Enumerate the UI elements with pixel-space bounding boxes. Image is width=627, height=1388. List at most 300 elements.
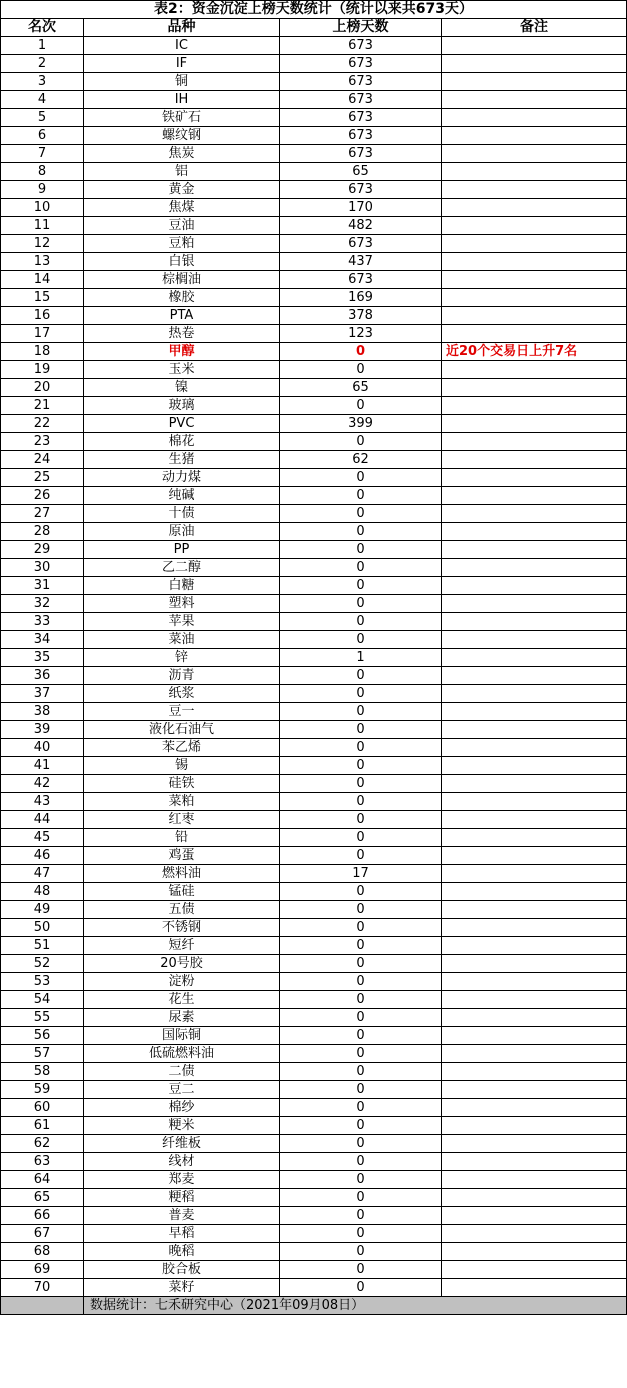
days-cell: 0 — [280, 343, 442, 361]
variety-cell: 苯乙烯 — [84, 739, 280, 757]
note-cell — [442, 415, 627, 433]
table-row — [1, 847, 627, 865]
note-cell — [442, 1189, 627, 1207]
variety-cell: 不锈钢 — [84, 919, 280, 937]
table-row — [1, 73, 627, 91]
days-cell: 0 — [280, 361, 442, 379]
days-cell: 0 — [280, 613, 442, 631]
rank-cell: 29 — [1, 541, 84, 559]
table-row — [1, 541, 627, 559]
variety-cell: 菜油 — [84, 631, 280, 649]
table-row — [1, 1135, 627, 1153]
rank-cell: 51 — [1, 937, 84, 955]
header-row — [1, 19, 627, 37]
variety-cell: 玉米 — [84, 361, 280, 379]
note-cell — [442, 307, 627, 325]
variety-cell: 淀粉 — [84, 973, 280, 991]
note-cell: 近20个交易日上升7名 — [442, 343, 627, 361]
variety-cell: PVC — [84, 415, 280, 433]
table-row — [1, 379, 627, 397]
table-row — [1, 703, 627, 721]
variety-cell: 黄金 — [84, 181, 280, 199]
note-cell — [442, 523, 627, 541]
variety-cell: IH — [84, 91, 280, 109]
variety-cell: 镍 — [84, 379, 280, 397]
note-cell — [442, 361, 627, 379]
note-cell — [442, 1063, 627, 1081]
note-cell — [442, 811, 627, 829]
rank-cell: 68 — [1, 1243, 84, 1261]
days-cell: 0 — [280, 1171, 442, 1189]
variety-cell: 菜粕 — [84, 793, 280, 811]
table-row — [1, 217, 627, 235]
variety-cell: 五债 — [84, 901, 280, 919]
rank-cell: 32 — [1, 595, 84, 613]
table-row — [1, 1099, 627, 1117]
table-body — [1, 37, 627, 1297]
days-cell: 482 — [280, 217, 442, 235]
table-row — [1, 433, 627, 451]
rank-cell: 11 — [1, 217, 84, 235]
note-cell — [442, 1099, 627, 1117]
variety-cell: 热卷 — [84, 325, 280, 343]
rank-cell: 17 — [1, 325, 84, 343]
rank-cell: 26 — [1, 487, 84, 505]
variety-cell: 棕榈油 — [84, 271, 280, 289]
note-cell — [442, 937, 627, 955]
note-cell — [442, 739, 627, 757]
note-cell — [442, 595, 627, 613]
table-row — [1, 109, 627, 127]
note-cell — [442, 649, 627, 667]
table-row — [1, 757, 627, 775]
variety-cell: 胶合板 — [84, 1261, 280, 1279]
days-cell: 169 — [280, 289, 442, 307]
note-cell — [442, 757, 627, 775]
table-row — [1, 523, 627, 541]
table-row — [1, 1225, 627, 1243]
rank-cell: 39 — [1, 721, 84, 739]
rank-cell: 22 — [1, 415, 84, 433]
rank-cell: 70 — [1, 1279, 84, 1297]
rank-cell: 27 — [1, 505, 84, 523]
note-cell — [442, 199, 627, 217]
table-row — [1, 1153, 627, 1171]
table-row — [1, 1189, 627, 1207]
variety-cell: 甲醇 — [84, 343, 280, 361]
days-cell: 0 — [280, 487, 442, 505]
rank-cell: 18 — [1, 343, 84, 361]
days-cell: 0 — [280, 991, 442, 1009]
days-cell: 0 — [280, 1027, 442, 1045]
table-row — [1, 901, 627, 919]
note-cell — [442, 883, 627, 901]
note-cell — [442, 181, 627, 199]
table-row — [1, 325, 627, 343]
rank-cell: 8 — [1, 163, 84, 181]
days-cell: 0 — [280, 829, 442, 847]
variety-cell: 生猪 — [84, 451, 280, 469]
days-cell: 673 — [280, 109, 442, 127]
variety-cell: 锌 — [84, 649, 280, 667]
variety-cell: 国际铜 — [84, 1027, 280, 1045]
days-cell: 0 — [280, 1009, 442, 1027]
rank-cell: 34 — [1, 631, 84, 649]
variety-cell: IC — [84, 37, 280, 55]
note-cell — [442, 973, 627, 991]
table-row — [1, 973, 627, 991]
table-row — [1, 775, 627, 793]
note-cell — [442, 685, 627, 703]
rank-cell: 44 — [1, 811, 84, 829]
header-note: 备注 — [442, 19, 627, 37]
table-row — [1, 127, 627, 145]
rank-cell: 7 — [1, 145, 84, 163]
note-cell — [442, 1045, 627, 1063]
days-cell: 0 — [280, 505, 442, 523]
variety-cell: 锡 — [84, 757, 280, 775]
rank-cell: 1 — [1, 37, 84, 55]
note-cell — [442, 397, 627, 415]
days-cell: 0 — [280, 937, 442, 955]
table-row — [1, 199, 627, 217]
days-cell: 673 — [280, 235, 442, 253]
note-cell — [442, 1243, 627, 1261]
rank-cell: 63 — [1, 1153, 84, 1171]
days-cell: 0 — [280, 1153, 442, 1171]
rank-cell: 15 — [1, 289, 84, 307]
variety-cell: 焦炭 — [84, 145, 280, 163]
rank-cell: 31 — [1, 577, 84, 595]
rank-cell: 14 — [1, 271, 84, 289]
variety-cell: 乙二醇 — [84, 559, 280, 577]
days-cell: 0 — [280, 541, 442, 559]
rank-cell: 3 — [1, 73, 84, 91]
table-row — [1, 289, 627, 307]
variety-cell: 菜籽 — [84, 1279, 280, 1297]
variety-cell: 豆粕 — [84, 235, 280, 253]
table-row — [1, 1009, 627, 1027]
days-cell: 65 — [280, 163, 442, 181]
note-cell — [442, 1027, 627, 1045]
note-cell — [442, 451, 627, 469]
variety-cell: 螺纹钢 — [84, 127, 280, 145]
table-row — [1, 307, 627, 325]
variety-cell: 燃料油 — [84, 865, 280, 883]
note-cell — [442, 559, 627, 577]
table-row — [1, 163, 627, 181]
title-row — [1, 1, 627, 19]
days-cell: 378 — [280, 307, 442, 325]
variety-cell: 早稻 — [84, 1225, 280, 1243]
rank-cell: 13 — [1, 253, 84, 271]
data-source-note: 数据统计：七禾研究中心（2021年09月08日） — [84, 1297, 627, 1315]
note-cell — [442, 1081, 627, 1099]
days-cell: 673 — [280, 127, 442, 145]
note-cell — [442, 775, 627, 793]
days-cell: 0 — [280, 919, 442, 937]
variety-cell: 普麦 — [84, 1207, 280, 1225]
note-cell — [442, 541, 627, 559]
note-cell — [442, 1225, 627, 1243]
variety-cell: 白银 — [84, 253, 280, 271]
table-row — [1, 1243, 627, 1261]
rank-cell: 53 — [1, 973, 84, 991]
days-cell: 0 — [280, 1081, 442, 1099]
table-row — [1, 235, 627, 253]
days-cell: 673 — [280, 271, 442, 289]
rank-cell: 35 — [1, 649, 84, 667]
days-cell: 673 — [280, 181, 442, 199]
variety-cell: 硅铁 — [84, 775, 280, 793]
note-cell — [442, 613, 627, 631]
table-row — [1, 451, 627, 469]
days-cell: 0 — [280, 721, 442, 739]
rank-cell: 19 — [1, 361, 84, 379]
table-title: 表2：资金沉淀上榜天数统计（统计以来共673天） — [1, 1, 627, 19]
table-row — [1, 955, 627, 973]
table-row — [1, 811, 627, 829]
note-cell — [442, 505, 627, 523]
note-cell — [442, 1009, 627, 1027]
variety-cell: 纸浆 — [84, 685, 280, 703]
rank-cell: 21 — [1, 397, 84, 415]
table-row — [1, 397, 627, 415]
variety-cell: 铅 — [84, 829, 280, 847]
rank-cell: 41 — [1, 757, 84, 775]
table-row — [1, 739, 627, 757]
table-row — [1, 1171, 627, 1189]
rank-cell: 55 — [1, 1009, 84, 1027]
variety-cell: 动力煤 — [84, 469, 280, 487]
rank-cell: 49 — [1, 901, 84, 919]
table-row — [1, 361, 627, 379]
table-row — [1, 577, 627, 595]
note-cell — [442, 127, 627, 145]
note-cell — [442, 1117, 627, 1135]
days-cell: 62 — [280, 451, 442, 469]
table-row — [1, 253, 627, 271]
days-cell: 673 — [280, 73, 442, 91]
note-cell — [442, 433, 627, 451]
note-cell — [442, 703, 627, 721]
rank-cell: 58 — [1, 1063, 84, 1081]
rank-cell: 59 — [1, 1081, 84, 1099]
table-row — [1, 721, 627, 739]
note-cell — [442, 37, 627, 55]
days-cell: 0 — [280, 793, 442, 811]
days-cell: 0 — [280, 811, 442, 829]
table-row — [1, 343, 627, 361]
header-rank: 名次 — [1, 19, 84, 37]
table-row — [1, 469, 627, 487]
note-cell — [442, 1207, 627, 1225]
variety-cell: 豆二 — [84, 1081, 280, 1099]
days-cell: 0 — [280, 397, 442, 415]
days-cell: 0 — [280, 1279, 442, 1297]
variety-cell: 铝 — [84, 163, 280, 181]
days-cell: 0 — [280, 433, 442, 451]
table-row — [1, 793, 627, 811]
variety-cell: 低硫燃料油 — [84, 1045, 280, 1063]
note-cell — [442, 469, 627, 487]
days-cell: 673 — [280, 55, 442, 73]
variety-cell: 红枣 — [84, 811, 280, 829]
days-cell: 1 — [280, 649, 442, 667]
days-cell: 673 — [280, 91, 442, 109]
table-row — [1, 649, 627, 667]
rank-cell: 5 — [1, 109, 84, 127]
note-cell — [442, 1171, 627, 1189]
rank-cell: 16 — [1, 307, 84, 325]
note-cell — [442, 271, 627, 289]
table-row — [1, 631, 627, 649]
note-cell — [442, 325, 627, 343]
table-row — [1, 1063, 627, 1081]
days-cell: 0 — [280, 595, 442, 613]
table-row — [1, 487, 627, 505]
days-cell: 0 — [280, 667, 442, 685]
note-cell — [442, 577, 627, 595]
footer-row — [1, 1297, 627, 1315]
variety-cell: 橡胶 — [84, 289, 280, 307]
table-row — [1, 1045, 627, 1063]
variety-cell: 鸡蛋 — [84, 847, 280, 865]
variety-cell: 苹果 — [84, 613, 280, 631]
days-cell: 0 — [280, 1045, 442, 1063]
days-cell: 399 — [280, 415, 442, 433]
variety-cell: 锰硅 — [84, 883, 280, 901]
days-cell: 0 — [280, 955, 442, 973]
note-cell — [442, 667, 627, 685]
rank-cell: 62 — [1, 1135, 84, 1153]
note-cell — [442, 379, 627, 397]
table-row — [1, 559, 627, 577]
table-row — [1, 55, 627, 73]
table-row — [1, 991, 627, 1009]
note-cell — [442, 145, 627, 163]
note-cell — [442, 829, 627, 847]
note-cell — [442, 865, 627, 883]
rank-cell: 23 — [1, 433, 84, 451]
note-cell — [442, 1153, 627, 1171]
days-cell: 170 — [280, 199, 442, 217]
days-cell: 0 — [280, 1225, 442, 1243]
table-row — [1, 919, 627, 937]
note-cell — [442, 217, 627, 235]
rank-cell: 65 — [1, 1189, 84, 1207]
variety-cell: 豆一 — [84, 703, 280, 721]
note-cell — [442, 631, 627, 649]
variety-cell: 原油 — [84, 523, 280, 541]
table-row — [1, 937, 627, 955]
days-cell: 0 — [280, 739, 442, 757]
rank-cell: 60 — [1, 1099, 84, 1117]
rank-cell: 6 — [1, 127, 84, 145]
rank-cell: 40 — [1, 739, 84, 757]
note-cell — [442, 901, 627, 919]
rank-cell: 69 — [1, 1261, 84, 1279]
rank-cell: 33 — [1, 613, 84, 631]
rank-cell: 67 — [1, 1225, 84, 1243]
rank-cell: 48 — [1, 883, 84, 901]
rank-cell: 37 — [1, 685, 84, 703]
note-cell — [442, 289, 627, 307]
footer-blank-cell — [1, 1297, 84, 1315]
table-row — [1, 1027, 627, 1045]
table-row — [1, 613, 627, 631]
variety-cell: PP — [84, 541, 280, 559]
variety-cell: 铁矿石 — [84, 109, 280, 127]
days-cell: 0 — [280, 559, 442, 577]
days-cell: 0 — [280, 1189, 442, 1207]
rank-cell: 54 — [1, 991, 84, 1009]
rank-cell: 25 — [1, 469, 84, 487]
variety-cell: 豆油 — [84, 217, 280, 235]
days-cell: 0 — [280, 523, 442, 541]
variety-cell: 十债 — [84, 505, 280, 523]
rank-cell: 57 — [1, 1045, 84, 1063]
rank-cell: 56 — [1, 1027, 84, 1045]
variety-cell: 纯碱 — [84, 487, 280, 505]
rank-cell: 47 — [1, 865, 84, 883]
note-cell — [442, 793, 627, 811]
variety-cell: 郑麦 — [84, 1171, 280, 1189]
variety-cell: 纤维板 — [84, 1135, 280, 1153]
table-row — [1, 505, 627, 523]
table-row — [1, 829, 627, 847]
rank-cell: 36 — [1, 667, 84, 685]
note-cell — [442, 955, 627, 973]
rank-cell: 10 — [1, 199, 84, 217]
rank-cell: 43 — [1, 793, 84, 811]
note-cell — [442, 73, 627, 91]
variety-cell: 焦煤 — [84, 199, 280, 217]
table-row — [1, 145, 627, 163]
days-cell: 0 — [280, 883, 442, 901]
rank-cell: 45 — [1, 829, 84, 847]
days-cell: 0 — [280, 973, 442, 991]
note-cell — [442, 1261, 627, 1279]
days-cell: 0 — [280, 1117, 442, 1135]
table-row — [1, 883, 627, 901]
days-cell: 0 — [280, 577, 442, 595]
variety-cell: 晚稻 — [84, 1243, 280, 1261]
rank-cell: 66 — [1, 1207, 84, 1225]
table-row — [1, 1279, 627, 1297]
rank-cell: 20 — [1, 379, 84, 397]
table-row — [1, 1081, 627, 1099]
days-cell: 0 — [280, 1063, 442, 1081]
note-cell — [442, 235, 627, 253]
variety-cell: 尿素 — [84, 1009, 280, 1027]
rank-cell: 42 — [1, 775, 84, 793]
variety-cell: 玻璃 — [84, 397, 280, 415]
variety-cell: 棉纱 — [84, 1099, 280, 1117]
rank-cell: 2 — [1, 55, 84, 73]
variety-cell: 沥青 — [84, 667, 280, 685]
days-cell: 0 — [280, 1207, 442, 1225]
days-cell: 65 — [280, 379, 442, 397]
days-cell: 0 — [280, 1135, 442, 1153]
variety-cell: 棉花 — [84, 433, 280, 451]
table-row — [1, 181, 627, 199]
days-cell: 0 — [280, 847, 442, 865]
days-cell: 0 — [280, 901, 442, 919]
note-cell — [442, 1135, 627, 1153]
rank-cell: 28 — [1, 523, 84, 541]
table-row — [1, 667, 627, 685]
